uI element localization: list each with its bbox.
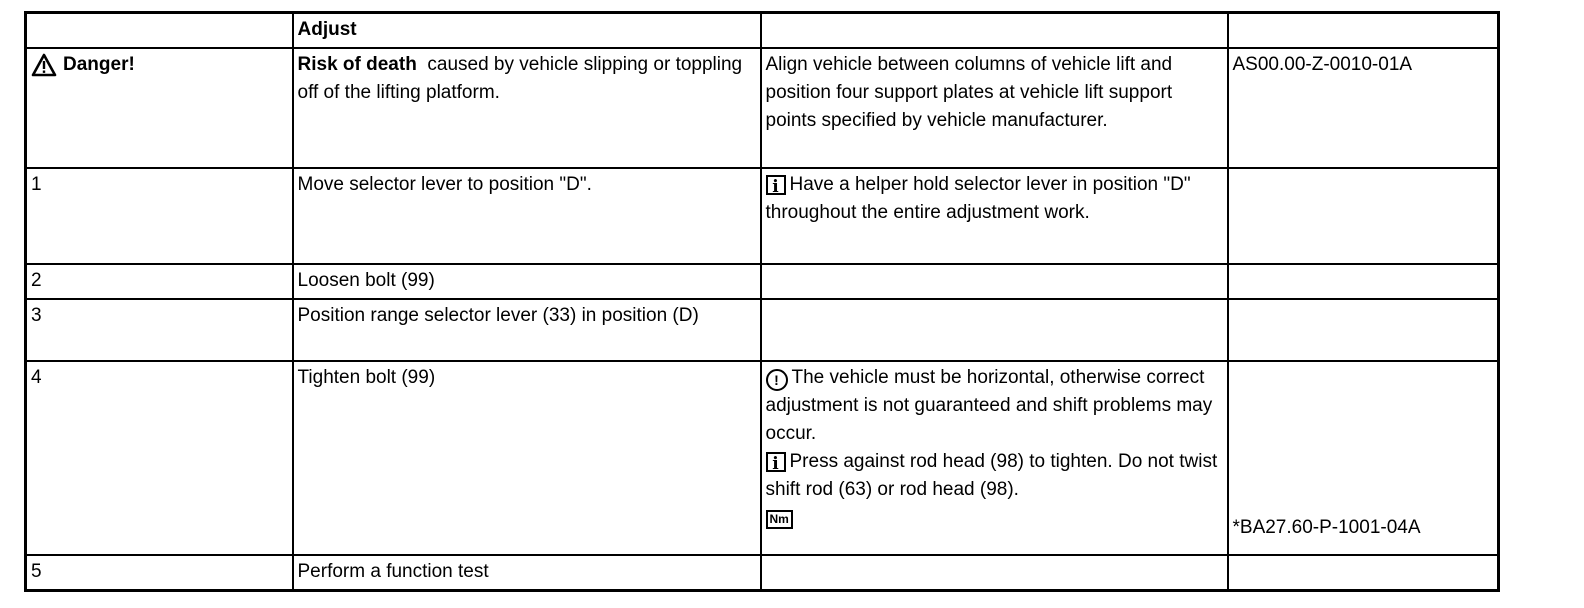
step-action: Move selector lever to position "D". xyxy=(293,168,761,264)
step-row xyxy=(26,264,1499,299)
step-number: 4 xyxy=(26,361,293,555)
info-icon: i xyxy=(766,452,786,472)
step-number: 3 xyxy=(26,299,293,361)
step-number: 2 xyxy=(26,264,293,299)
step-ref-cell xyxy=(1228,264,1499,299)
caution-note: The vehicle must be horizontal, otherwise correct adjustment is not guaranteed and shift problems may occur. xyxy=(765,367,1213,444)
header-adjust: Adjust xyxy=(293,13,761,49)
risk-text: caused by vehicle slipping or toppling off of the lifting platform. xyxy=(297,54,743,103)
info-icon: i xyxy=(766,175,786,195)
procedure-table xyxy=(24,11,1500,592)
info-note: Press against rod head (98) to tighten. Do not twist shift rod (63) or rod head (98). xyxy=(765,451,1218,500)
step-action: Loosen bolt (99) xyxy=(293,264,761,299)
step-ref-cell xyxy=(1228,299,1499,361)
danger-row xyxy=(26,48,1499,168)
danger-ref: AS00.00-Z-0010-01A xyxy=(1228,48,1499,168)
torque-icon[interactable]: Nm xyxy=(766,510,793,529)
danger-label: Danger! xyxy=(63,54,135,75)
step-ref-cell xyxy=(1228,361,1499,555)
warning-triangle-icon xyxy=(31,53,57,77)
danger-label-cell xyxy=(26,48,293,168)
step-note-cell xyxy=(761,361,1228,555)
step-action: Position range selector lever (33) in position (D) xyxy=(293,299,761,361)
step-ref-cell xyxy=(1228,555,1499,591)
step-ref-cell xyxy=(1228,168,1499,264)
header-cell-4 xyxy=(1228,13,1499,49)
step-note-cell xyxy=(761,168,1228,264)
step-note-cell xyxy=(761,264,1228,299)
danger-risk-cell xyxy=(293,48,761,168)
header-row xyxy=(26,13,1499,49)
step-row xyxy=(26,361,1499,555)
header-cell-3 xyxy=(761,13,1228,49)
step-row xyxy=(26,299,1499,361)
risk-bold-text: Risk of death xyxy=(297,54,417,75)
step-note: Have a helper hold selector lever in position "D" throughout the entire adjustment work. xyxy=(765,174,1191,223)
header-cell-1 xyxy=(26,13,293,49)
step-action: Perform a function test xyxy=(293,555,761,591)
step-note-cell xyxy=(761,299,1228,361)
step-row xyxy=(26,168,1499,264)
step-row xyxy=(26,555,1499,591)
danger-instruction: Align vehicle between columns of vehicle lift and position four support plates at vehicle lift support points specified by vehicle manufacturer. xyxy=(761,48,1228,168)
step-action: Tighten bolt (99) xyxy=(293,361,761,555)
step-note-cell xyxy=(761,555,1228,591)
step-ref[interactable]: *BA27.60-P-1001-04A xyxy=(1232,517,1421,538)
caution-note-icon: ! xyxy=(766,369,788,391)
step-number: 5 xyxy=(26,555,293,591)
step-number: 1 xyxy=(26,168,293,264)
